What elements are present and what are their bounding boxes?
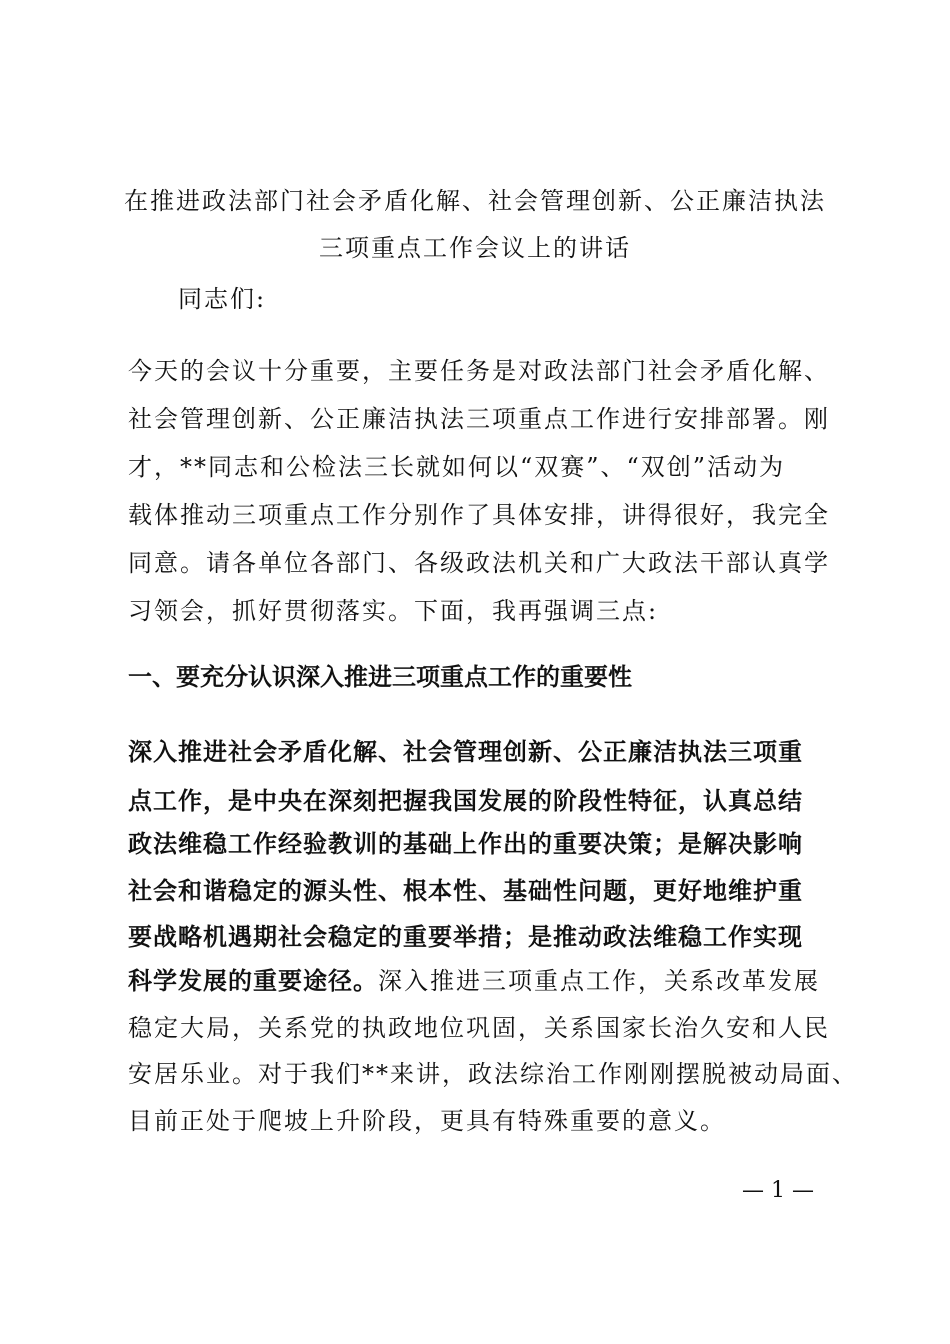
intro-line-3: 才，**同志和公检法三长就如何以“双赛”、“双创”活动为 — [128, 453, 786, 481]
section-heading: 一、要充分认识深入推进三项重点工作的重要性 — [128, 663, 632, 691]
intro-line-4: 载体推动三项重点工作分别作了具体安排，讲得很好，我完全 — [128, 501, 830, 529]
salutation: 同志们: — [178, 285, 267, 313]
section-bold-line-3: 政法维稳工作经验教训的基础上作出的重要决策；是解决影响 — [128, 830, 803, 858]
title-line-2: 三项重点工作会议上的讲话 — [319, 234, 631, 262]
section-bold-line-5: 要战略机遇期社会稳定的重要举措；是推动政法维稳工作实现 — [128, 923, 803, 951]
section-normal-line-2: 安居乐业。对于我们**来讲，政法综治工作刚刚摆脱被动局面、 — [128, 1060, 858, 1088]
section-mixed-line — [128, 966, 848, 996]
section-bold-line-2: 点工作，是中央在深刻把握我国发展的阶段性特征，认真总结 — [128, 787, 803, 815]
intro-line-2: 社会管理创新、公正廉洁执法三项重点工作进行安排部署。刚 — [128, 405, 830, 433]
intro-line-5: 同意。请各单位各部门、各级政法机关和广大政法干部认真学 — [128, 549, 830, 577]
section-bold-line-4: 社会和谐稳定的源头性、根本性、基础性问题，更好地维护重 — [128, 877, 803, 905]
section-mixed-bold-text: 科学发展的重要途径。 — [128, 967, 378, 995]
section-mixed-normal-text: 深入推进三项重点工作，关系改革发展 — [378, 967, 820, 995]
section-normal-line-1: 稳定大局，关系党的执政地位巩固，关系国家长治久安和人民 — [128, 1014, 830, 1042]
section-bold-line-1: 深入推进社会矛盾化解、社会管理创新、公正廉洁执法三项重 — [128, 738, 803, 766]
intro-line-6: 习领会，抓好贯彻落实。下面，我再强调三点: — [128, 597, 659, 625]
section-normal-line-3: 目前正处于爬坡上升阶段，更具有特殊重要的意义。 — [128, 1107, 726, 1135]
page-number: — 1 — — [742, 1178, 814, 1203]
title-line-1: 在推进政法部门社会矛盾化解、社会管理创新、公正廉洁执法 — [124, 187, 826, 215]
intro-line-1: 今天的会议十分重要，主要任务是对政法部门社会矛盾化解、 — [128, 357, 830, 385]
